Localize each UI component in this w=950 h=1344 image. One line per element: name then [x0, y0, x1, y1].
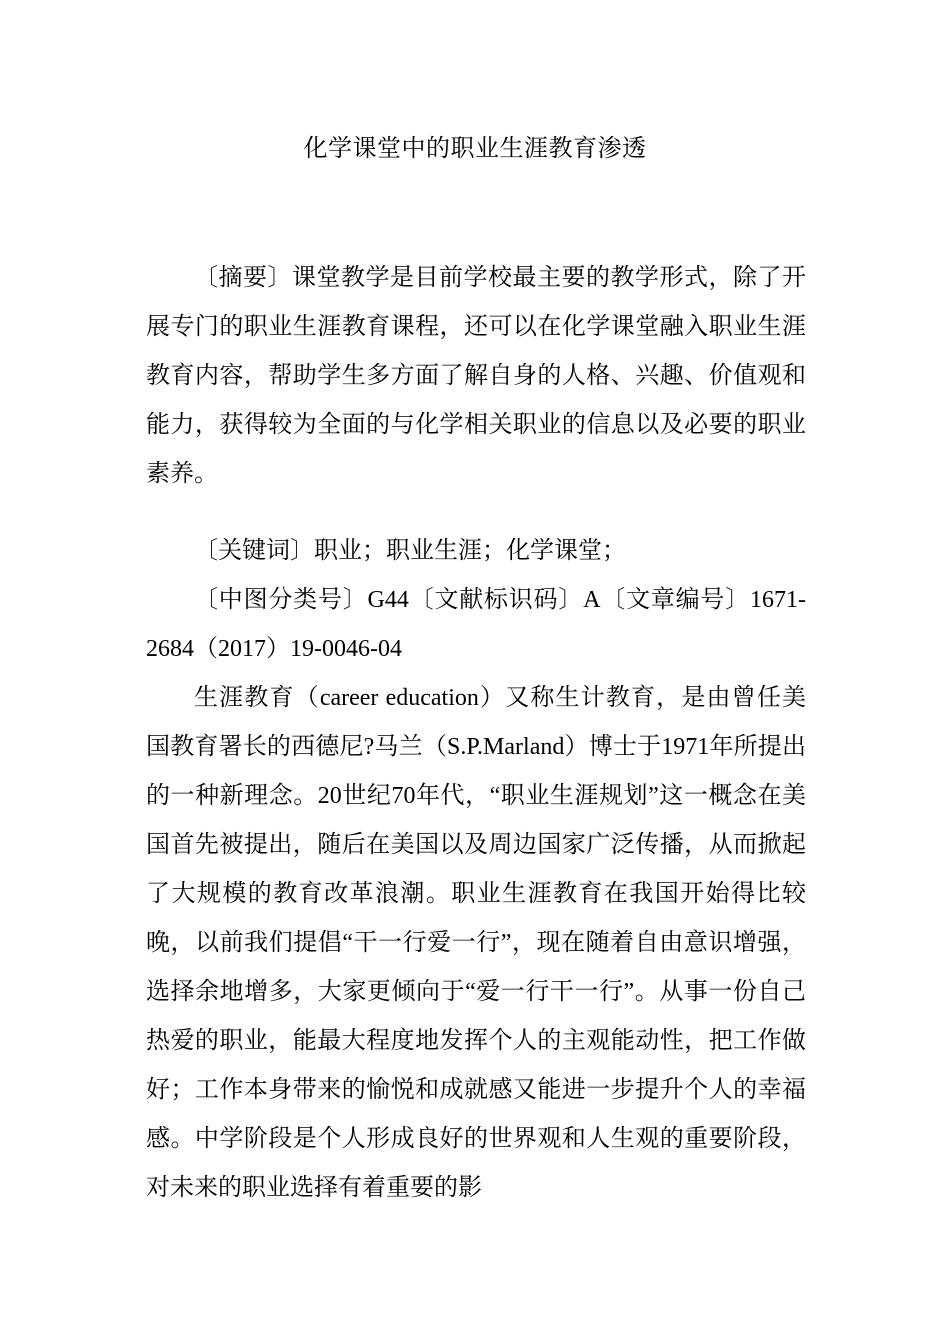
classification-line: 〔中图分类号〕G44〔文献标识码〕A〔文章编号〕1671-2684（2017）19-0046-04 [146, 587, 806, 662]
body-paragraph: 生涯教育（career education）又称生计教育，是由曾任美国教育署长的西德尼?马兰（S.P.Marland）博士于1971年所提出的一种新理念。20世纪70年代，“职业生涯规划”这一概念在美国首先被提出，随后在美国以及周边国家广泛传播，从而掀起了大规模的教育改革浪潮。职业生涯教育在我国开始得比较晚，以前我们提倡“干一行爱一行”，现在随着自由意识增强，选择余地增多，大家更倾向于“爱一行干一行”。从事一份自己热爱的职业，能最大程度地发挥个人的主观能动性，把工作做好；工作本身带来的愉悦和成就感又能进一步提升个人的幸福感。中学阶段是个人形成良好的世界观和人生观的重要阶段，对未来的职业选择有着重要的影 [146, 685, 806, 1201]
document-title: 化学课堂中的职业生涯教育渗透 [303, 136, 647, 162]
abstract-paragraph: 〔摘要〕课堂教学是目前学校最主要的教学形式，除了开展专门的职业生涯教育课程，还可以在化学课堂融入职业生涯教育内容，帮助学生多方面了解自身的人格、兴趣、价值观和能力，获得较为全面的与化学相关职业的信息以及必要的职业素养。 [146, 265, 806, 487]
keywords-line: 〔关键词〕职业；职业生涯；化学课堂； [194, 538, 626, 564]
